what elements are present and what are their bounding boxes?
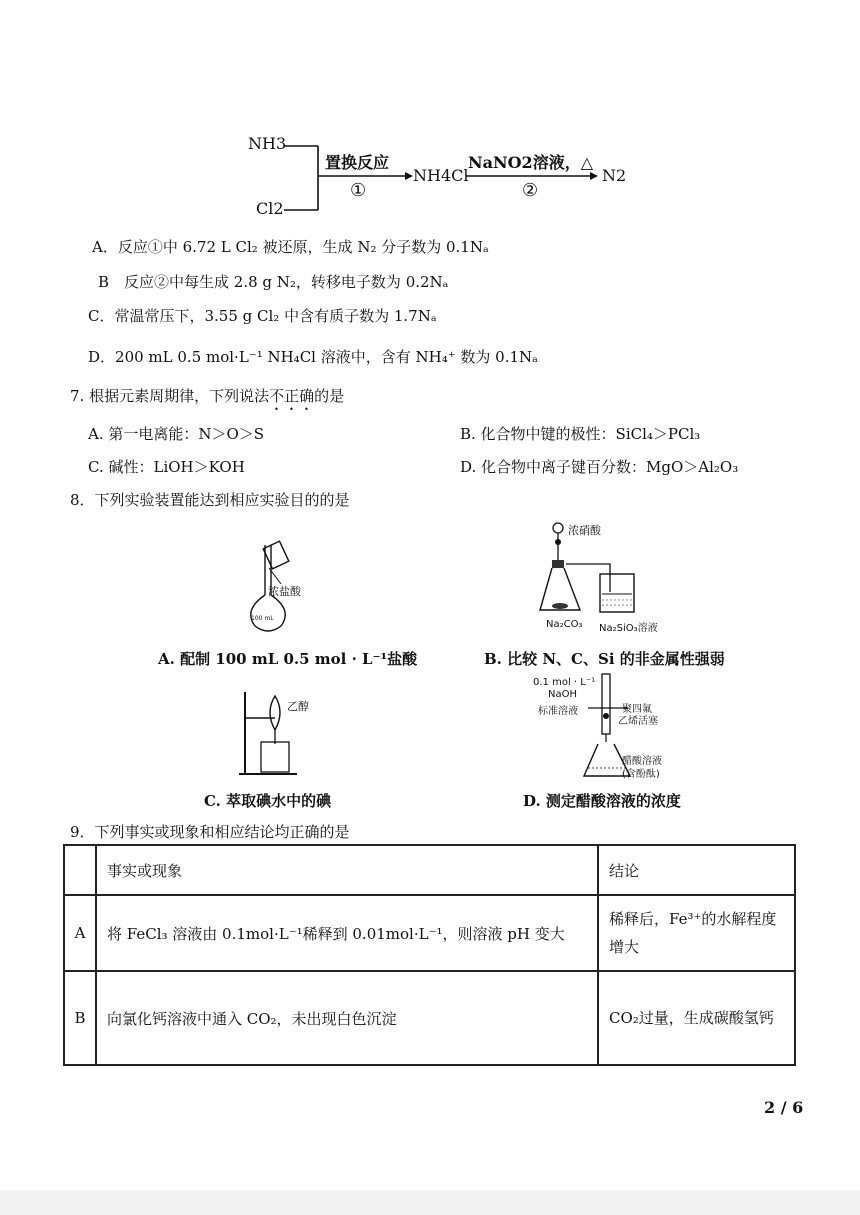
- label-phenolphthalein: (含酚酞): [622, 769, 660, 780]
- q7-option-c: C. 碱性：LiOH＞KOH: [88, 458, 245, 476]
- reactant-cl2: Cl2: [256, 199, 284, 218]
- row-conclusion: CO₂过量，生成碳酸氢钙: [598, 971, 795, 1065]
- reactant-nh3: NH3: [248, 134, 287, 153]
- q8-caption-a: A. 配制 100 mL 0.5 mol · L⁻¹盐酸: [158, 650, 418, 668]
- q9-stem: 9．下列事实或现象和相应结论均正确的是: [70, 823, 350, 841]
- label-na2sio3: Na₂SiO₃溶液: [599, 623, 658, 634]
- label-ethanol: 乙醇: [287, 700, 309, 713]
- q9-table: [63, 844, 796, 1066]
- step1-number: ①: [350, 180, 367, 201]
- label-acetic-acid: 醋酸溶液: [622, 756, 662, 767]
- q7-stem: 7. 根据元素周期律，下列说法不正确的是: [70, 387, 345, 405]
- table-row: [64, 895, 795, 971]
- q6-option-b: B 反应②中每生成 2.8 g N₂，转移电子数为 0.2Nₐ: [98, 273, 449, 291]
- q7-stem-emphasis: 不正确: [269, 387, 315, 405]
- step2-number: ②: [522, 180, 539, 201]
- page-number: 2 / 6: [764, 1098, 804, 1117]
- q8-caption-d: D. 测定醋酸溶液的浓度: [523, 792, 681, 810]
- label-standard-solution: 标准溶液: [538, 706, 578, 717]
- step2-label: NaNO2溶液，△: [468, 153, 593, 172]
- label-na2co3: Na₂CO₃: [546, 619, 583, 630]
- row-label: B: [64, 971, 96, 1065]
- label-flask-100ml: 100 mL: [251, 615, 274, 622]
- row-fact: 将 FeCl₃ 溶液由 0.1mol·L⁻¹稀释到 0.01mol·L⁻¹，则溶液 pH 变大: [96, 895, 598, 971]
- q7-option-b: B. 化合物中键的极性：SiCl₄＞PCl₃: [460, 425, 701, 443]
- header-fact: 事实或现象: [96, 845, 598, 895]
- label-naoh-conc: 0.1 mol · L⁻¹: [533, 677, 596, 688]
- header-conclusion: 结论: [598, 845, 795, 895]
- label-conc-hno3: 浓硝酸: [568, 524, 601, 537]
- label-naoh: NaOH: [548, 689, 577, 700]
- label-valve-1: 聚四氟: [622, 704, 652, 715]
- table-row: [64, 971, 795, 1065]
- intermediate: NH4Cl: [413, 166, 469, 185]
- q7-option-a: A. 第一电离能：N＞O＞S: [88, 425, 265, 443]
- q8-caption-c: C. 萃取碘水中的碘: [204, 792, 332, 810]
- label-conc-hcl: 浓盐酸: [268, 585, 301, 598]
- q8-caption-b: B. 比较 N、C、Si 的非金属性强弱: [484, 650, 725, 668]
- label-valve-2: 乙烯活塞: [618, 716, 658, 727]
- row-conclusion: 稀释后，Fe³⁺的水解程度增大: [598, 895, 795, 971]
- q8-stem: 8．下列实验装置能达到相应实验目的的是: [70, 491, 350, 509]
- row-label: A: [64, 895, 96, 971]
- q6-option-d: D．200 mL 0.5 mol·L⁻¹ NH₄Cl 溶液中，含有 NH₄⁺ 数为 0.1Nₐ: [88, 348, 538, 366]
- table-header-row: [64, 845, 795, 895]
- q6-option-a: A．反应①中 6.72 L Cl₂ 被还原，生成 N₂ 分子数为 0.1Nₐ: [92, 238, 489, 256]
- bottom-strip: [0, 1190, 860, 1215]
- q6-option-c: C．常温常压下，3.55 g Cl₂ 中含有质子数为 1.7Nₐ: [88, 307, 437, 325]
- row-fact: 向氯化钙溶液中通入 CO₂，未出现白色沉淀: [96, 971, 598, 1065]
- step1-label: 置换反应: [325, 153, 390, 172]
- q7-option-d: D. 化合物中离子键百分数：MgO＞Al₂O₃: [460, 458, 739, 476]
- product: N2: [602, 166, 627, 185]
